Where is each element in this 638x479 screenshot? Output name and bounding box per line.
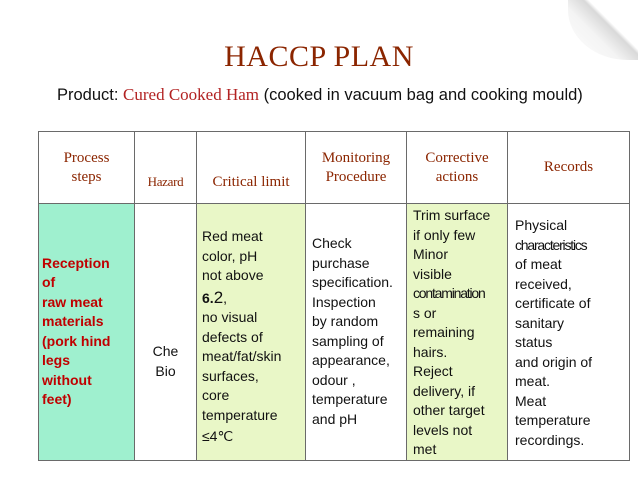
header-corrective-actions	[407, 132, 508, 204]
product-subtitle	[57, 85, 632, 105]
header-corrective-line2: actions	[435, 168, 479, 185]
corrective-line: remaining	[413, 324, 475, 340]
page-title: HACCP PLAN	[224, 40, 414, 73]
corrective-line: other target	[413, 402, 485, 418]
process-line: of	[42, 274, 56, 291]
process-line: Reception	[42, 254, 110, 271]
monitoring-line: specification.	[312, 274, 393, 290]
haccp-table	[38, 131, 630, 461]
ph-integer: 6.	[202, 289, 214, 306]
corrective-line: met	[413, 441, 437, 457]
monitoring-line: sampling of	[312, 332, 384, 349]
records-line: received,	[515, 275, 572, 292]
cell-records	[508, 204, 630, 461]
header-hazard-label: Hazard	[147, 174, 184, 189]
records-line: Physical	[515, 217, 568, 233]
monitoring-line: Inspection	[312, 293, 376, 310]
header-monitoring-procedure	[306, 132, 407, 204]
process-line: without	[42, 371, 92, 388]
process-line: materials	[42, 313, 104, 330]
critical-line: surfaces,	[202, 367, 259, 384]
monitoring-line: purchase	[312, 254, 370, 271]
records-line: certificate of	[515, 295, 591, 311]
header-records-label: Records	[543, 159, 594, 175]
records-line: characteristics	[515, 236, 587, 253]
header-process-line1: Process	[63, 149, 110, 166]
ph-value	[202, 288, 305, 309]
critical-line: not above	[202, 267, 264, 283]
monitoring-line: appearance,	[312, 352, 390, 368]
hazard-line: Bio	[155, 362, 176, 379]
corrective-line: Reject	[413, 363, 453, 379]
corrective-line: delivery, if	[413, 382, 475, 399]
monitoring-line: by random	[312, 313, 379, 329]
header-process-line2: steps	[71, 168, 102, 185]
corrective-line: contamination	[413, 285, 485, 301]
critical-line: Red meat	[202, 228, 263, 244]
corrective-text	[407, 204, 507, 460]
header-corrective-line1: Corrective	[425, 149, 489, 166]
monitoring-line: and pH	[312, 410, 358, 427]
critical-line: color, pH	[202, 247, 258, 264]
corrective-line: hairs.	[413, 343, 448, 360]
monitoring-line: temperature	[312, 391, 388, 407]
product-description: (cooked in vacuum bag and cooking mould)	[259, 86, 583, 104]
monitoring-text	[306, 204, 406, 429]
cell-process-steps	[39, 204, 135, 461]
header-process-steps	[39, 132, 135, 204]
header-critical-limit	[197, 132, 306, 204]
process-line: (pork hind	[42, 332, 111, 349]
table-header-row	[39, 132, 630, 204]
records-line: recordings.	[515, 431, 585, 448]
corrective-line: Trim surface	[413, 207, 491, 223]
records-text	[508, 204, 629, 450]
hazard-text	[135, 282, 196, 381]
monitoring-line: Check	[312, 235, 352, 251]
table-row	[39, 204, 630, 461]
header-hazard	[135, 132, 197, 204]
header-monitoring-line1: Monitoring	[321, 149, 391, 166]
ph-decimal: 2	[213, 287, 224, 307]
product-name: Cured Cooked Ham	[123, 85, 260, 104]
hazard-line: Che	[152, 343, 179, 360]
header-monitoring-line2: Procedure	[325, 168, 387, 185]
critical-line: core	[202, 387, 230, 403]
corrective-line: visible	[413, 265, 452, 282]
ph-comma: ,	[223, 289, 228, 306]
process-line: legs	[42, 352, 71, 369]
product-prefix: Product:	[57, 86, 124, 104]
records-line: status	[515, 334, 553, 350]
records-line: Meat	[515, 392, 547, 409]
records-line: sanitary	[515, 314, 565, 331]
critical-line: no visual	[202, 309, 258, 325]
process-line: feet)	[42, 391, 72, 408]
cell-critical-limit	[197, 204, 306, 461]
header-critical-label: Critical limit	[212, 174, 290, 190]
cell-corrective-actions	[407, 204, 508, 461]
records-line: and origin of	[515, 353, 593, 370]
process-line: raw meat	[42, 293, 103, 310]
monitoring-line: odour ,	[312, 371, 356, 388]
corrective-line: if only few	[413, 226, 476, 243]
cell-monitoring-procedure	[306, 204, 407, 461]
corrective-line: Minor	[413, 246, 449, 262]
records-line: meat.	[515, 373, 551, 389]
records-line: of meat	[515, 256, 562, 272]
critical-line: meat/fat/skin	[202, 348, 282, 364]
critical-text	[197, 217, 305, 447]
corrective-line: s or	[413, 304, 437, 321]
corrective-line: levels not	[413, 421, 473, 438]
critical-line: defects of	[202, 328, 263, 345]
header-records	[508, 132, 630, 204]
temperature-limit: ≤4℃	[202, 428, 234, 444]
records-line: temperature	[515, 412, 591, 428]
process-text	[39, 254, 134, 410]
cell-hazard	[135, 204, 197, 461]
critical-line: temperature	[202, 406, 278, 423]
